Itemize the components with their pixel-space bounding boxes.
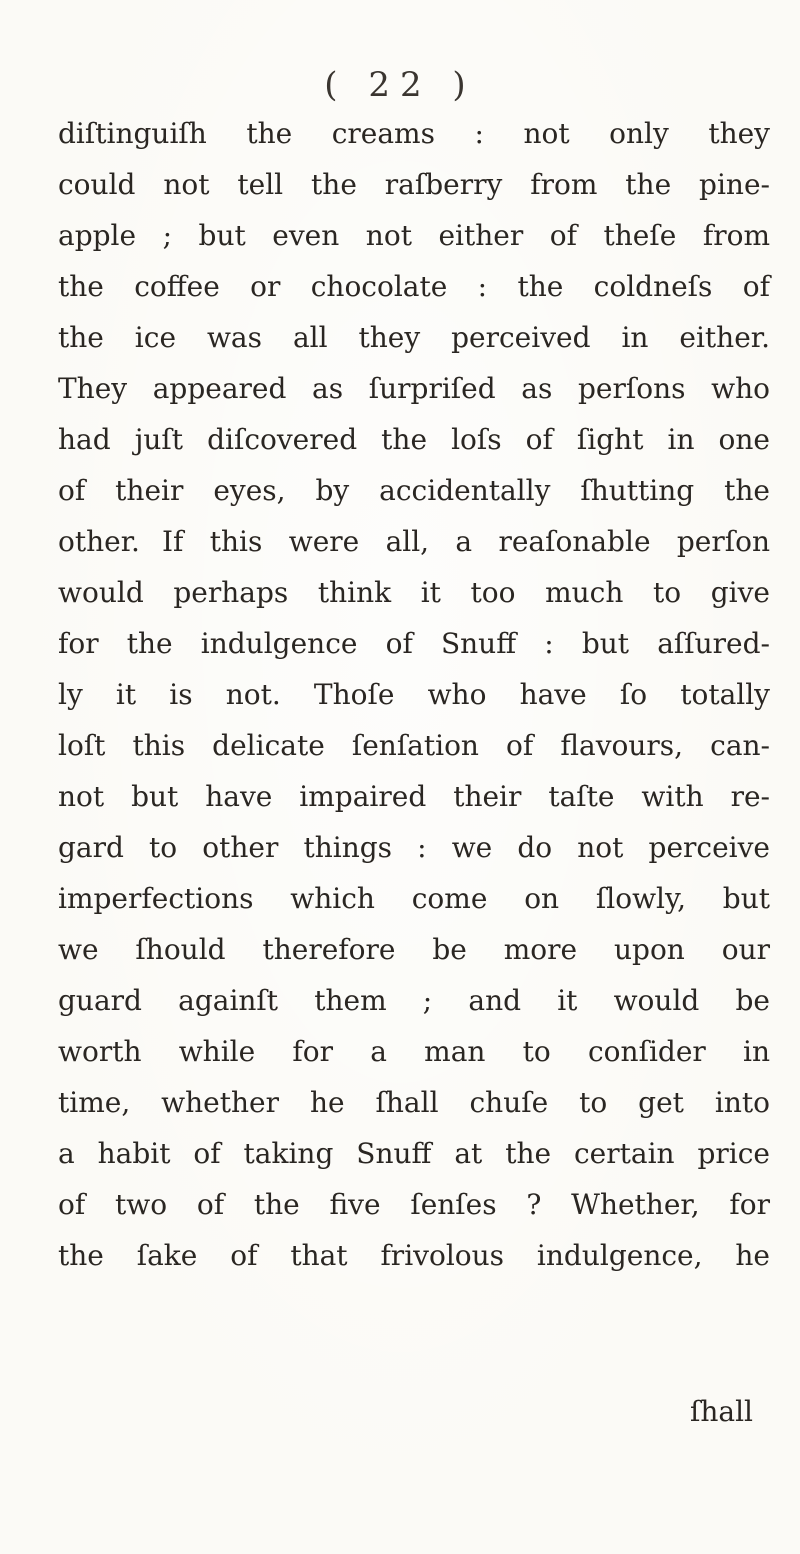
- paragraph-2: [58, 516, 770, 1281]
- text-line: we ſhould therefore be more upon our: [58, 933, 770, 966]
- page-number: ( 22 ): [324, 65, 476, 105]
- text-line: the ſake of that frivolous indulgence, he: [58, 1239, 770, 1272]
- text-line: other.: [58, 525, 140, 558]
- text-line: apple ; but even not either of theſe from: [58, 219, 770, 252]
- text-line: would perhaps think it too much to give: [58, 576, 770, 609]
- text-line: ly it is not. Thoſe who have ſo totally: [58, 678, 770, 711]
- text-line: time, whether he ſhall chuſe to get into: [58, 1086, 770, 1119]
- text-line: of two of the five ſenſes ? Whether, for: [58, 1188, 770, 1221]
- catchword: ſhall: [690, 1395, 753, 1428]
- text-line: diſtinguiſh the creams : not only they: [58, 117, 770, 150]
- text-line: for the indulgence of Snuff : but aſſured-: [58, 627, 770, 660]
- text-line: guard againſt them ; and it would be: [58, 984, 770, 1017]
- text-line: gard to other things : we do not perceive: [58, 831, 770, 864]
- text-line: had juſt diſcovered the loſs of ſight in one: [58, 423, 770, 456]
- text-line: worth while for a man to conſider in: [58, 1035, 770, 1068]
- text-line: the ice was all they perceived in either.: [58, 321, 770, 354]
- text-line: not but have impaired their taſte with re-: [58, 780, 770, 813]
- text-line: If this were all, a reaſonable perſon: [162, 525, 770, 558]
- text-line: imperfections which come on ſlowly, but: [58, 882, 770, 915]
- text-line: of their eyes, by accidentally ſhutting the: [58, 474, 770, 507]
- text-line: They appeared as ſurpriſed as perſons who: [58, 372, 770, 405]
- text-line: the coffee or chocolate : the coldneſs of: [58, 270, 770, 303]
- paragraph-1: [58, 108, 770, 567]
- text-line: a habit of taking Snuff at the certain price: [58, 1137, 770, 1170]
- text-line: could not tell the raſberry from the pine-: [58, 168, 770, 201]
- text-line: loſt this delicate ſenſation of flavours, can-: [58, 729, 770, 762]
